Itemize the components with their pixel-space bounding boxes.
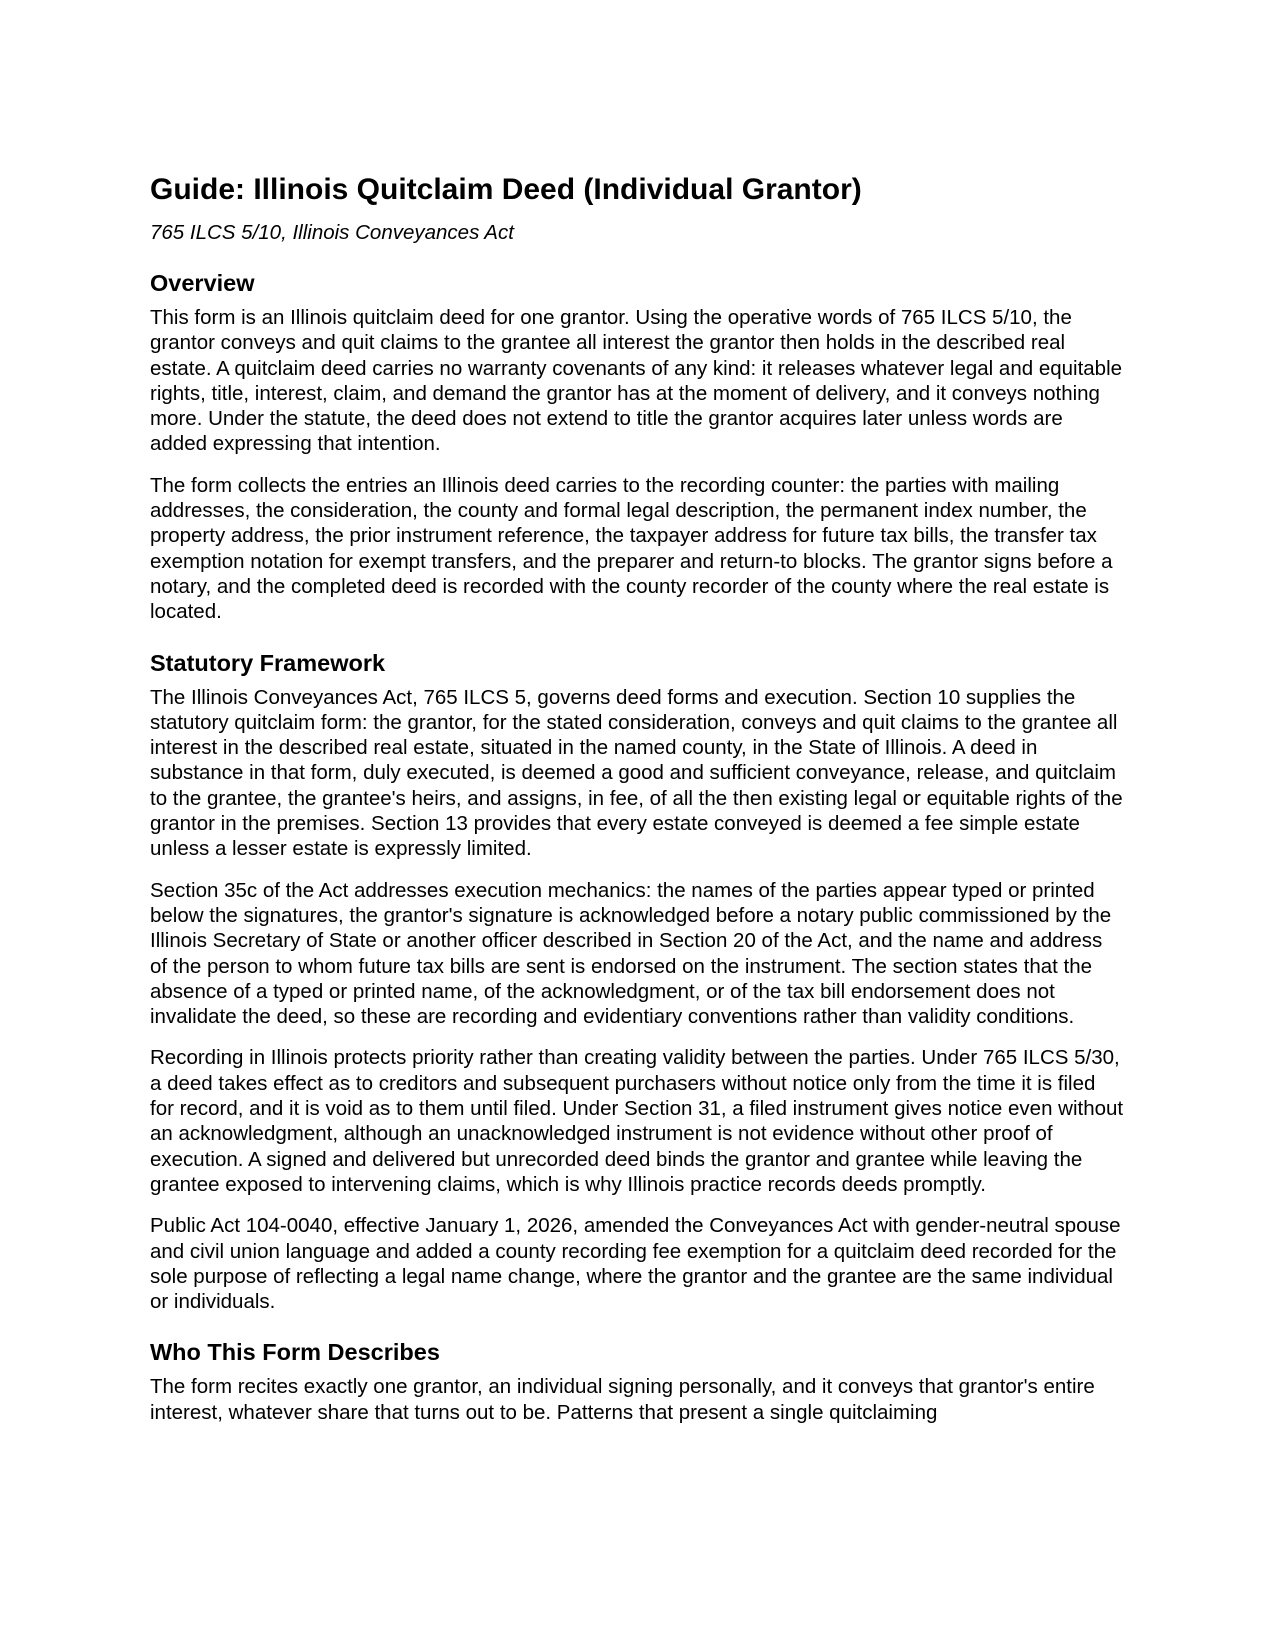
paragraph: The form recites exactly one grantor, an individual signing personally, and it conveys that grantor's entire interest, whatever share that turns out to be. Patterns that present a single quitclaiming bbox=[150, 1375, 1095, 1424]
page-subtitle: 765 ILCS 5/10, Illinois Conveyances Act bbox=[150, 221, 514, 244]
section-heading: Statutory Framework bbox=[150, 649, 386, 676]
section-who-this-form-describes bbox=[150, 1338, 1125, 1425]
section-statutory-framework bbox=[150, 649, 1125, 1315]
paragraph: Section 35c of the Act addresses execution mechanics: the names of the parties appear typed or printed below the signatures, the grantor's signature is acknowledged before a notary public commissioned by the Illinois Secretary of State or another officer described in Section 20 of the Act, and the name and address of the person to whom future tax bills are sent is endorsed on the instrument. The section states that the absence of a typed or printed name, of the acknowledgment, or of the tax bill endorsement does not invalidate the deed, so these are recording and evidentiary conventions rather than validity conditions. bbox=[150, 878, 1112, 1029]
paragraph: Public Act 104-0040, effective January 1, 2026, amended the Conveyances Act with gender-neutral spouse and civil union language and added a county recording fee exemption for a quitclaim deed recorded for the sole purpose of reflecting a legal name change, where the grantor and the grantee are the same individual or individuals. bbox=[150, 1214, 1121, 1314]
paragraph: The Illinois Conveyances Act, 765 ILCS 5, governs deed forms and execution. Section 10 supplies the statutory quitclaim form: the grantor, for the stated consideration, conveys and quit claims to the grantee all interest in the described real estate, situated in the named county, in the State of Illinois. A deed in substance in that form, duly executed, is deemed a good and sufficient conveyance, release, and quitclaim to the grantee, the grantee's heirs, and assigns, in fee, of all the then existing legal or equitable rights of the grantor in the premises. Section 13 provides that every estate conveyed is deemed a fee simple estate unless a lesser estate is expressly limited. bbox=[150, 685, 1123, 861]
paragraph: The form collects the entries an Illinois deed carries to the recording counter: the parties with mailing addresses, the consideration, the county and formal legal description, the permanent index number, the property address, the prior instrument reference, the taxpayer address for future tax bills, the transfer tax exemption notation for exempt transfers, and the preparer and return-to blocks. The grantor signs before a notary, and the completed deed is recorded with the county recorder of the county where the real estate is located. bbox=[150, 473, 1113, 624]
paragraph: Recording in Illinois protects priority rather than creating validity between the parties. Under 765 ILCS 5/30, a deed takes effect as to creditors and subsequent purchasers without notice only from the time it is filed for record, and it is void as to them until filed. Under Section 31, a filed instrument gives notice even without an acknowledgment, although an unacknowledged instrument is not evidence without other proof of execution. A signed and delivered but unrecorded deed binds the grantor and grantee while leaving the grantee exposed to intervening claims, which is why Illinois practice records deeds promptly. bbox=[150, 1046, 1124, 1196]
page-title: Guide: Illinois Quitclaim Deed (Individual Grantor) bbox=[150, 173, 862, 206]
section-heading: Who This Form Describes bbox=[150, 1339, 440, 1366]
document-page bbox=[150, 172, 1125, 1425]
section-heading: Overview bbox=[150, 270, 255, 296]
paragraph: This form is an Illinois quitclaim deed for one grantor. Using the operative words of 765 ILCS 5/10, the grantor conveys and quit claims to the grantee all interest the grantor then holds in the described real estate. A quitclaim deed carries no warranty covenants of any kind: it releases whatever legal and equitable rights, title, interest, claim, and demand the grantor has at the moment of delivery, and it conveys nothing more. Under the statute, the deed does not extend to title the grantor acquires later unless words are added expressing that intention. bbox=[150, 306, 1123, 456]
section-overview bbox=[150, 269, 1125, 625]
